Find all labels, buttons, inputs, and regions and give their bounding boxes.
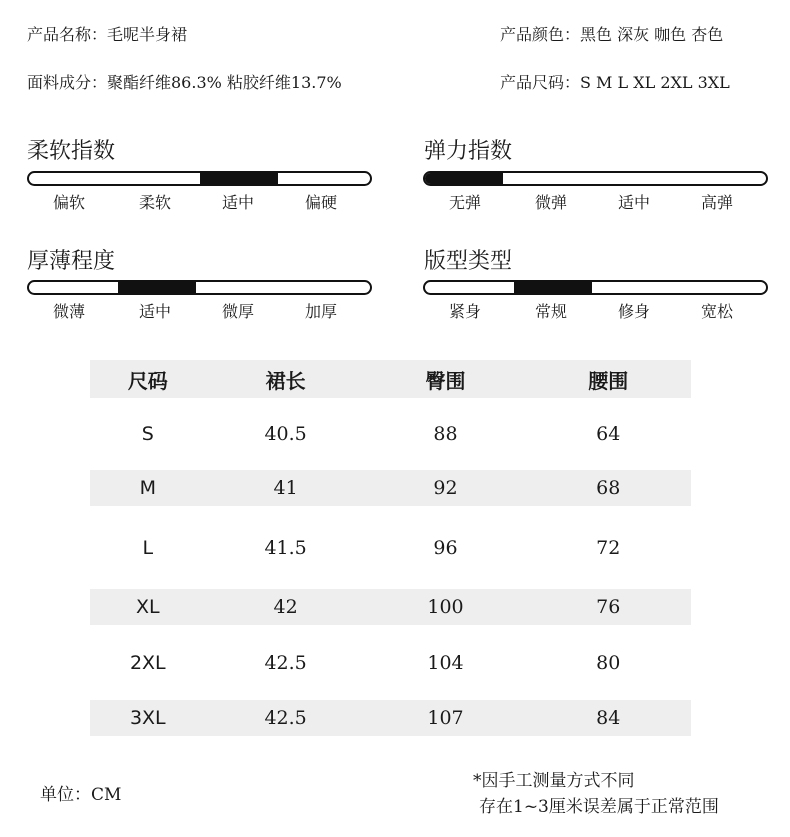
table-row <box>90 470 691 506</box>
table-row <box>90 398 691 470</box>
header-waist: 腰围 <box>525 360 691 398</box>
elasticity-label-1: 无弹 <box>448 193 481 212</box>
table-row <box>90 506 691 589</box>
elasticity-label-3: 适中 <box>617 193 650 212</box>
cell-size: 2XL <box>129 651 166 674</box>
cell-size: 3XL <box>90 700 206 736</box>
elasticity-label-2: 微弹 <box>534 193 567 212</box>
size-table <box>90 360 691 736</box>
measurement-note-line2: 存在1~3厘米误差属于正常范围 <box>479 797 719 817</box>
cell-size: L <box>142 536 154 559</box>
cell-waist: 76 <box>525 589 691 625</box>
unit-label: 单位：CM <box>40 785 122 805</box>
thickness-index-fill <box>118 282 196 293</box>
cell-length: 42 <box>206 589 366 625</box>
cell-length: 40.5 <box>264 423 307 445</box>
product-colors: 产品颜色：黑色 深灰 咖色 杏色 <box>500 25 724 44</box>
fit-type-title: 版型类型 <box>424 249 513 274</box>
table-row <box>90 625 691 700</box>
cell-length: 42.5 <box>264 651 307 674</box>
cell-waist: 64 <box>596 423 621 445</box>
thickness-index-bar <box>27 280 372 295</box>
thickness-index-title: 厚薄程度 <box>27 249 116 274</box>
cell-hip: 107 <box>366 700 526 736</box>
thickness-label-1: 微薄 <box>52 302 85 321</box>
elasticity-label-4: 高弹 <box>700 193 733 212</box>
thickness-label-2: 适中 <box>138 302 171 321</box>
cell-size: M <box>90 470 206 506</box>
cell-hip: 88 <box>433 423 458 445</box>
thickness-label-3: 微厚 <box>221 302 254 321</box>
softness-index-bar <box>27 171 372 186</box>
cell-hip: 92 <box>366 470 526 506</box>
fit-type-label-1: 紧身 <box>448 302 481 321</box>
cell-length: 42.5 <box>206 700 366 736</box>
fit-type-label-3: 修身 <box>617 302 650 321</box>
fit-type-fill <box>514 282 592 293</box>
header-hip: 臀围 <box>366 360 526 398</box>
cell-size: XL <box>90 589 206 625</box>
table-row <box>90 589 691 625</box>
cell-length: 41 <box>206 470 366 506</box>
size-table-header <box>90 360 691 398</box>
thickness-label-4: 加厚 <box>304 302 337 321</box>
cell-waist: 80 <box>596 651 621 674</box>
fabric-composition: 面料成分：聚酯纤维86.3% 粘胶纤维13.7% <box>27 73 342 92</box>
cell-hip: 100 <box>366 589 526 625</box>
cell-hip: 96 <box>433 536 458 559</box>
cell-waist: 72 <box>596 536 621 559</box>
elasticity-index-fill <box>425 173 503 184</box>
cell-waist: 84 <box>525 700 691 736</box>
header-size: 尺码 <box>90 360 206 398</box>
softness-index-title: 柔软指数 <box>27 139 116 164</box>
measurement-note-line1: *因手工测量方式不同 <box>473 771 635 791</box>
softness-label-1: 偏软 <box>52 193 85 212</box>
softness-label-2: 柔软 <box>138 193 171 212</box>
product-sizes: 产品尺码：S M L XL 2XL 3XL <box>500 73 730 92</box>
softness-label-3: 适中 <box>221 193 254 212</box>
cell-hip: 104 <box>427 651 464 674</box>
softness-index-fill <box>200 173 278 184</box>
softness-label-4: 偏硬 <box>304 193 337 212</box>
fit-type-label-4: 宽松 <box>700 302 733 321</box>
cell-waist: 68 <box>525 470 691 506</box>
header-skirt-length: 裙长 <box>206 360 366 398</box>
elasticity-index-bar <box>423 171 768 186</box>
elasticity-index-title: 弹力指数 <box>424 139 513 164</box>
fit-type-label-2: 常规 <box>534 302 567 321</box>
fit-type-bar <box>423 280 768 295</box>
cell-size: S <box>141 423 154 445</box>
product-name: 产品名称：毛呢半身裙 <box>27 25 188 44</box>
cell-length: 41.5 <box>264 536 307 559</box>
table-row <box>90 700 691 736</box>
